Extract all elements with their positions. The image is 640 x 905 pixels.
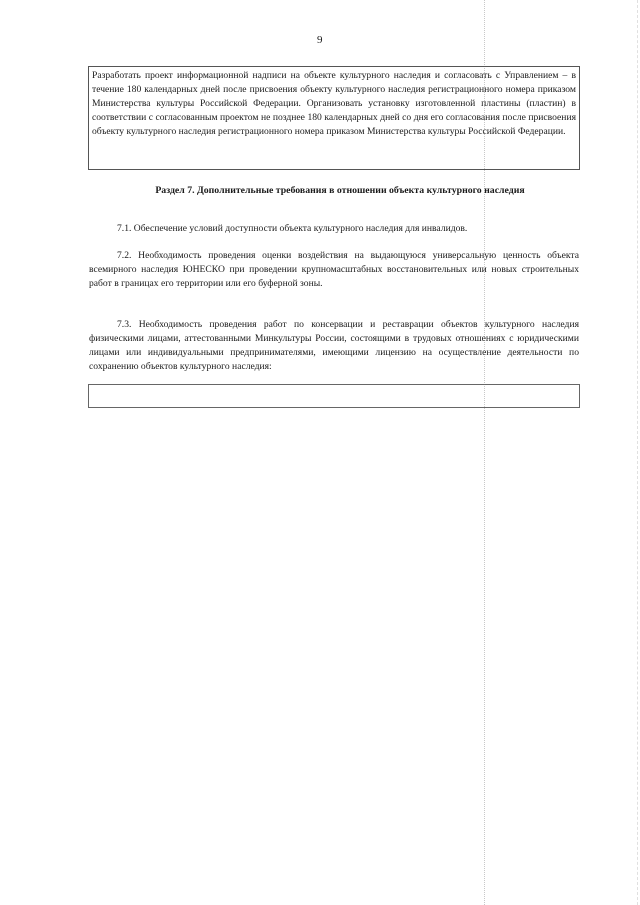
- info-plaque-requirement-box: Разработать проект информационной надписи на объекте культурного наследия и согласовать с Управлением – в течение 180 календарных дней после присвоения объекту культурного наследия регистрационного номера приказом Министерства культуры Российской Федерации. Организовать установку изготовленной пластины (пластин) в соответствии с согласованным проектом не позднее 180 календарных дней со дня его согласования после присвоения объекту культурного наследия регистрационного номера приказом Министерства культуры Российской Федерации.: [88, 66, 580, 170]
- paragraph-7-2: 7.2. Необходимость проведения оценки воздействия на выдающуюся универсальную ценность объекта всемирного наследия ЮНЕСКО при проведении крупномасштабных восстановительных или новых строительных работ в границах его территории или его буферной зоны.: [89, 250, 579, 289]
- paragraph-7-1: 7.1. Обеспечение условий доступности объекта культурного наследия для инвалидов.: [117, 223, 468, 234]
- empty-entry-box: [88, 384, 580, 408]
- page-number: 9: [317, 34, 323, 46]
- scan-edge-marks: [637, 0, 638, 905]
- paragraph-7-3: 7.3. Необходимость проведения работ по консервации и реставрации объектов культурного наследия физическими лицами, аттестованными Минкультуры России, состоящими в трудовых отношениях с юридическими лицами или индивидуальными предпринимателями, имеющими лицензию на осуществление деятельности по сохранению объектов культурного наследия:: [89, 319, 579, 372]
- section-title: Раздел 7. Дополнительные требования в отношении объекта культурного наследия: [155, 185, 525, 196]
